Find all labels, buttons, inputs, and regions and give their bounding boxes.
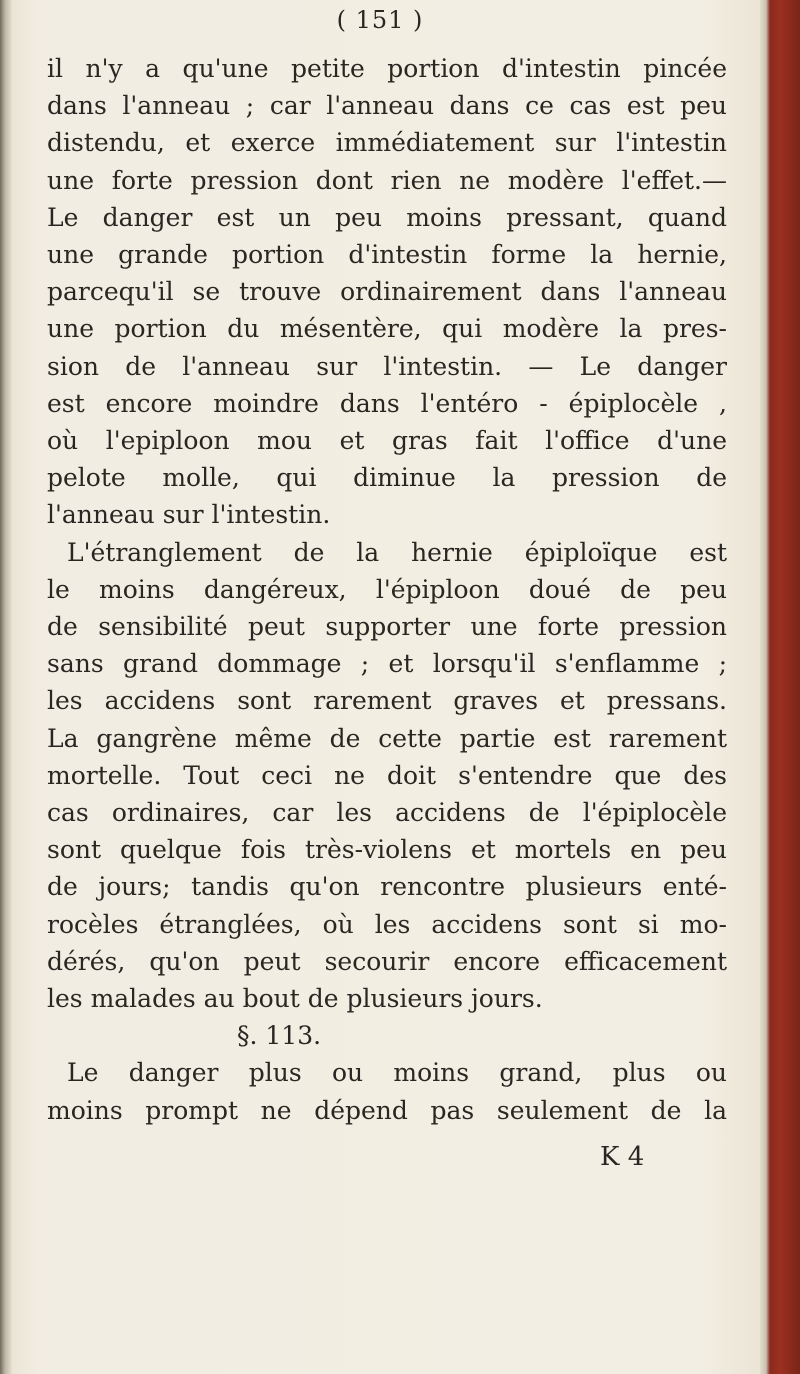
body-text — [47, 50, 727, 1129]
text-line: une grande portion d'intestin forme la hernie, — [47, 240, 727, 270]
text-line: il n'y a qu'une petite portion d'intestin pincée — [47, 54, 727, 83]
text-line: de jours; tandis qu'on rencontre plusieurs enté- — [47, 872, 727, 902]
text-line: une portion du mésentère, qui modère la pres- — [47, 314, 727, 344]
text-line: rocèles étranglées, où les accidens sont si mo- — [47, 909, 727, 939]
text-line: où l'epiploon mou et gras fait l'office d'une — [47, 426, 727, 456]
text-line: Le danger plus ou moins grand, plus ou — [67, 1058, 727, 1088]
text-line: sont quelque fois très-violens et mortels en peu — [47, 835, 727, 865]
text-line: dérés, qu'on peut secourir encore efficacement — [47, 946, 727, 976]
page-gutter — [0, 0, 12, 1374]
text-line: Le danger est un peu moins pressant, quand — [47, 202, 727, 232]
book-binding-edge — [760, 0, 800, 1374]
text-line: cas ordinaires, car les accidens de l'épiplocèle — [47, 798, 727, 828]
text-line: distendu, et exerce immédiatement sur l'intestin — [47, 128, 727, 158]
signature-mark: K 4 — [600, 1142, 645, 1172]
text-line: est encore moindre dans l'entéro - épiplocèle , — [47, 388, 727, 418]
text-line: les accidens sont rarement graves et pressans. — [47, 686, 727, 716]
text-line: dans l'anneau ; car l'anneau dans ce cas est peu — [47, 91, 727, 121]
text-line: l'anneau sur l'intestin. — [47, 500, 331, 530]
page-number: ( 151 ) — [336, 6, 424, 34]
text-line: pelote molle, qui diminue la pression de — [47, 463, 727, 493]
text-line: La gangrène même de cette partie est rarement — [47, 723, 727, 753]
section-heading: §. 113. — [237, 1021, 322, 1051]
text-line: sion de l'anneau sur l'intestin. — Le danger — [47, 351, 727, 381]
text-line: mortelle. Tout ceci ne doit s'entendre que des — [47, 760, 727, 790]
text-line: une forte pression dont rien ne modère l'effet.— — [47, 165, 727, 195]
text-line: moins prompt ne dépend pas seulement de la — [47, 1095, 727, 1125]
text-line: le moins dangéreux, l'épiploon doué de peu — [47, 574, 727, 604]
text-line: parcequ'il se trouve ordinairement dans l'anneau — [47, 277, 727, 307]
text-line: sans grand dommage ; et lorsqu'il s'enflamme ; — [47, 649, 727, 679]
text-line: de sensibilité peut supporter une forte pression — [47, 612, 727, 642]
text-line: les malades au bout de plusieurs jours. — [47, 984, 543, 1014]
text-line: L'étranglement de la hernie épiploïque est — [67, 537, 727, 567]
